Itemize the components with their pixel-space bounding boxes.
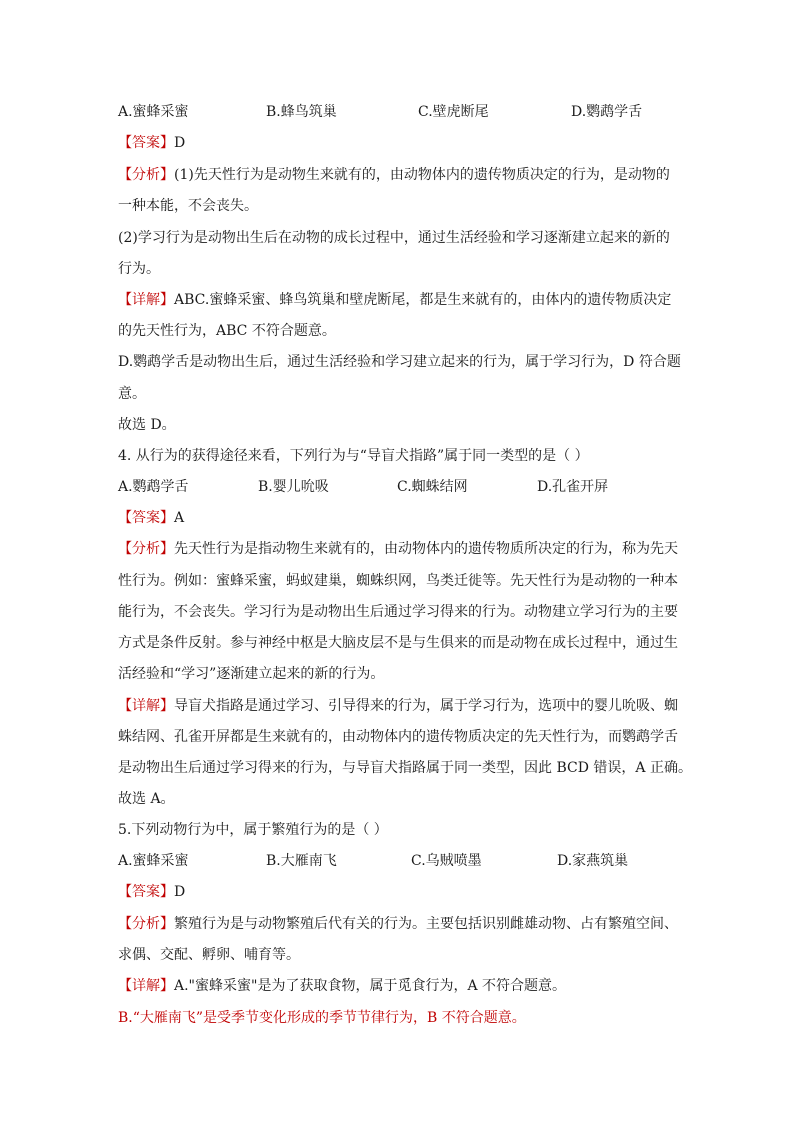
q5-question: 5.下列动物行为中，属于繁殖行为的是（ ）	[118, 822, 388, 838]
q3-analysis-line-4: 行为。	[118, 261, 160, 277]
detail-tag: 【详解】	[118, 698, 174, 714]
q4-analysis-line-1	[118, 539, 678, 559]
q4-option-a: A.鹦鹉学舌	[118, 479, 189, 495]
answer-tag: 【答案】	[118, 884, 174, 900]
answer-value: A	[174, 510, 185, 526]
q3-detail-line-4: 意。	[118, 386, 146, 402]
answer-value: D	[174, 135, 186, 151]
q3-detail-line-3: D.鹦鹉学舌是动物出生后，通过生活经验和学习建立起来的行为，属于学习行为，D 符合题	[118, 354, 681, 370]
q5-detail-line-2: B.“大雁南飞”是受季节变化形成的季节节律行为，B 不符合题意。	[118, 1010, 526, 1026]
answer-value: D	[174, 884, 186, 900]
q5-analysis-line-2: 求偶、交配、孵卵、哺育等。	[118, 947, 300, 963]
q5-option-c: C.乌贼喷墨	[411, 853, 482, 869]
q5-option-d: D.家燕筑巢	[557, 853, 629, 869]
q5-answer	[118, 882, 185, 902]
q3-option-c: C.壁虎断尾	[418, 104, 489, 120]
q3-detail-line-1	[118, 290, 671, 310]
q3-option-d: D.鹦鹉学舌	[571, 104, 643, 120]
analysis-tag: 【分析】	[118, 541, 174, 557]
answer-tag: 【答案】	[118, 135, 174, 151]
analysis-text: (1)先天性行为是动物生来就有的，由动物体内的遗传物质决定的行为，是动物的	[174, 167, 670, 183]
q5-detail-line-1	[118, 976, 566, 996]
q3-option-a: A.蜜蜂采蜜	[118, 104, 189, 120]
analysis-tag: 【分析】	[118, 167, 174, 183]
analysis-tag: 【分析】	[118, 916, 174, 932]
detail-tag: 【详解】	[118, 292, 174, 308]
q3-analysis-line-1	[118, 165, 670, 185]
q5-analysis-line-1	[118, 914, 678, 934]
q3-analysis-line-3: (2)学习行为是动物出生后在动物的成长过程中，通过生活经验和学习逐渐建立起来的新的	[118, 230, 670, 246]
detail-tag: 【详解】	[118, 978, 174, 994]
q4-answer	[118, 508, 184, 528]
analysis-text: 繁殖行为是与动物繁殖后代有关的行为。主要包括识别雌雄动物、占有繁殖空间、	[174, 916, 678, 932]
q4-detail-line-1	[118, 696, 678, 716]
q5-option-b: B.大雁南飞	[266, 853, 337, 869]
q3-analysis-line-2: 一种本能，不会丧失。	[118, 198, 258, 214]
q4-option-b: B.婴儿吮吸	[258, 479, 329, 495]
q4-detail-line-3: 是动物出生后通过学习得来的行为，与导盲犬指路属于同一类型，因此 BCD 错误，A 正确。	[118, 760, 692, 776]
q4-detail-line-2: 蛛结网、孔雀开屏都是生来就有的，由动物体内的遗传物质决定的先天性行为，而鹦鹉学舌	[118, 729, 678, 745]
q5-option-a: A.蜜蜂采蜜	[118, 853, 189, 869]
q4-question: 4. 从行为的获得途径来看，下列行为与“导盲犬指路”属于同一类型的是（ ）	[118, 448, 589, 464]
detail-text: ABC.蜜蜂采蜜、蜂鸟筑巢和壁虎断尾，都是生来就有的，由体内的遗传物质决定	[174, 292, 672, 308]
detail-text: 导盲犬指路是通过学习、引导得来的行为，属于学习行为，选项中的婴儿吮吸、蜘	[174, 698, 678, 714]
q4-option-c: C.蜘蛛结网	[397, 479, 468, 495]
q3-option-b: B.蜂鸟筑巢	[266, 104, 337, 120]
q4-analysis-line-2: 性行为。例如：蜜蜂采蜜，蚂蚁建巢，蜘蛛织网，鸟类迁徙等。先天性行为是动物的一种本	[118, 573, 678, 589]
q4-detail-line-4: 故选 A。	[118, 791, 175, 807]
q4-analysis-line-3: 能行为，不会丧失。学习行为是动物出生后通过学习得来的行为。动物建立学习行为的主要	[118, 604, 678, 620]
q3-detail-line-2: 的先天性行为，ABC 不符合题意。	[118, 323, 336, 339]
q4-analysis-line-4: 方式是条件反射。参与神经中枢是大脑皮层不是与生俱来的而是动物在成长过程中，通过生	[118, 635, 678, 651]
analysis-text: 先天性行为是指动物生来就有的，由动物体内的遗传物质所决定的行为，称为先天	[174, 541, 678, 557]
q4-option-d: D.孔雀开屏	[537, 479, 609, 495]
q3-answer	[118, 133, 185, 153]
detail-text: A."蜜蜂采蜜"是为了获取食物，属于觅食行为，A 不符合题意。	[174, 978, 566, 994]
q3-detail-line-5: 故选 D。	[118, 417, 176, 433]
q4-analysis-line-5: 活经验和“学习”逐渐建立起来的新的行为。	[118, 666, 385, 682]
answer-tag: 【答案】	[118, 510, 174, 526]
